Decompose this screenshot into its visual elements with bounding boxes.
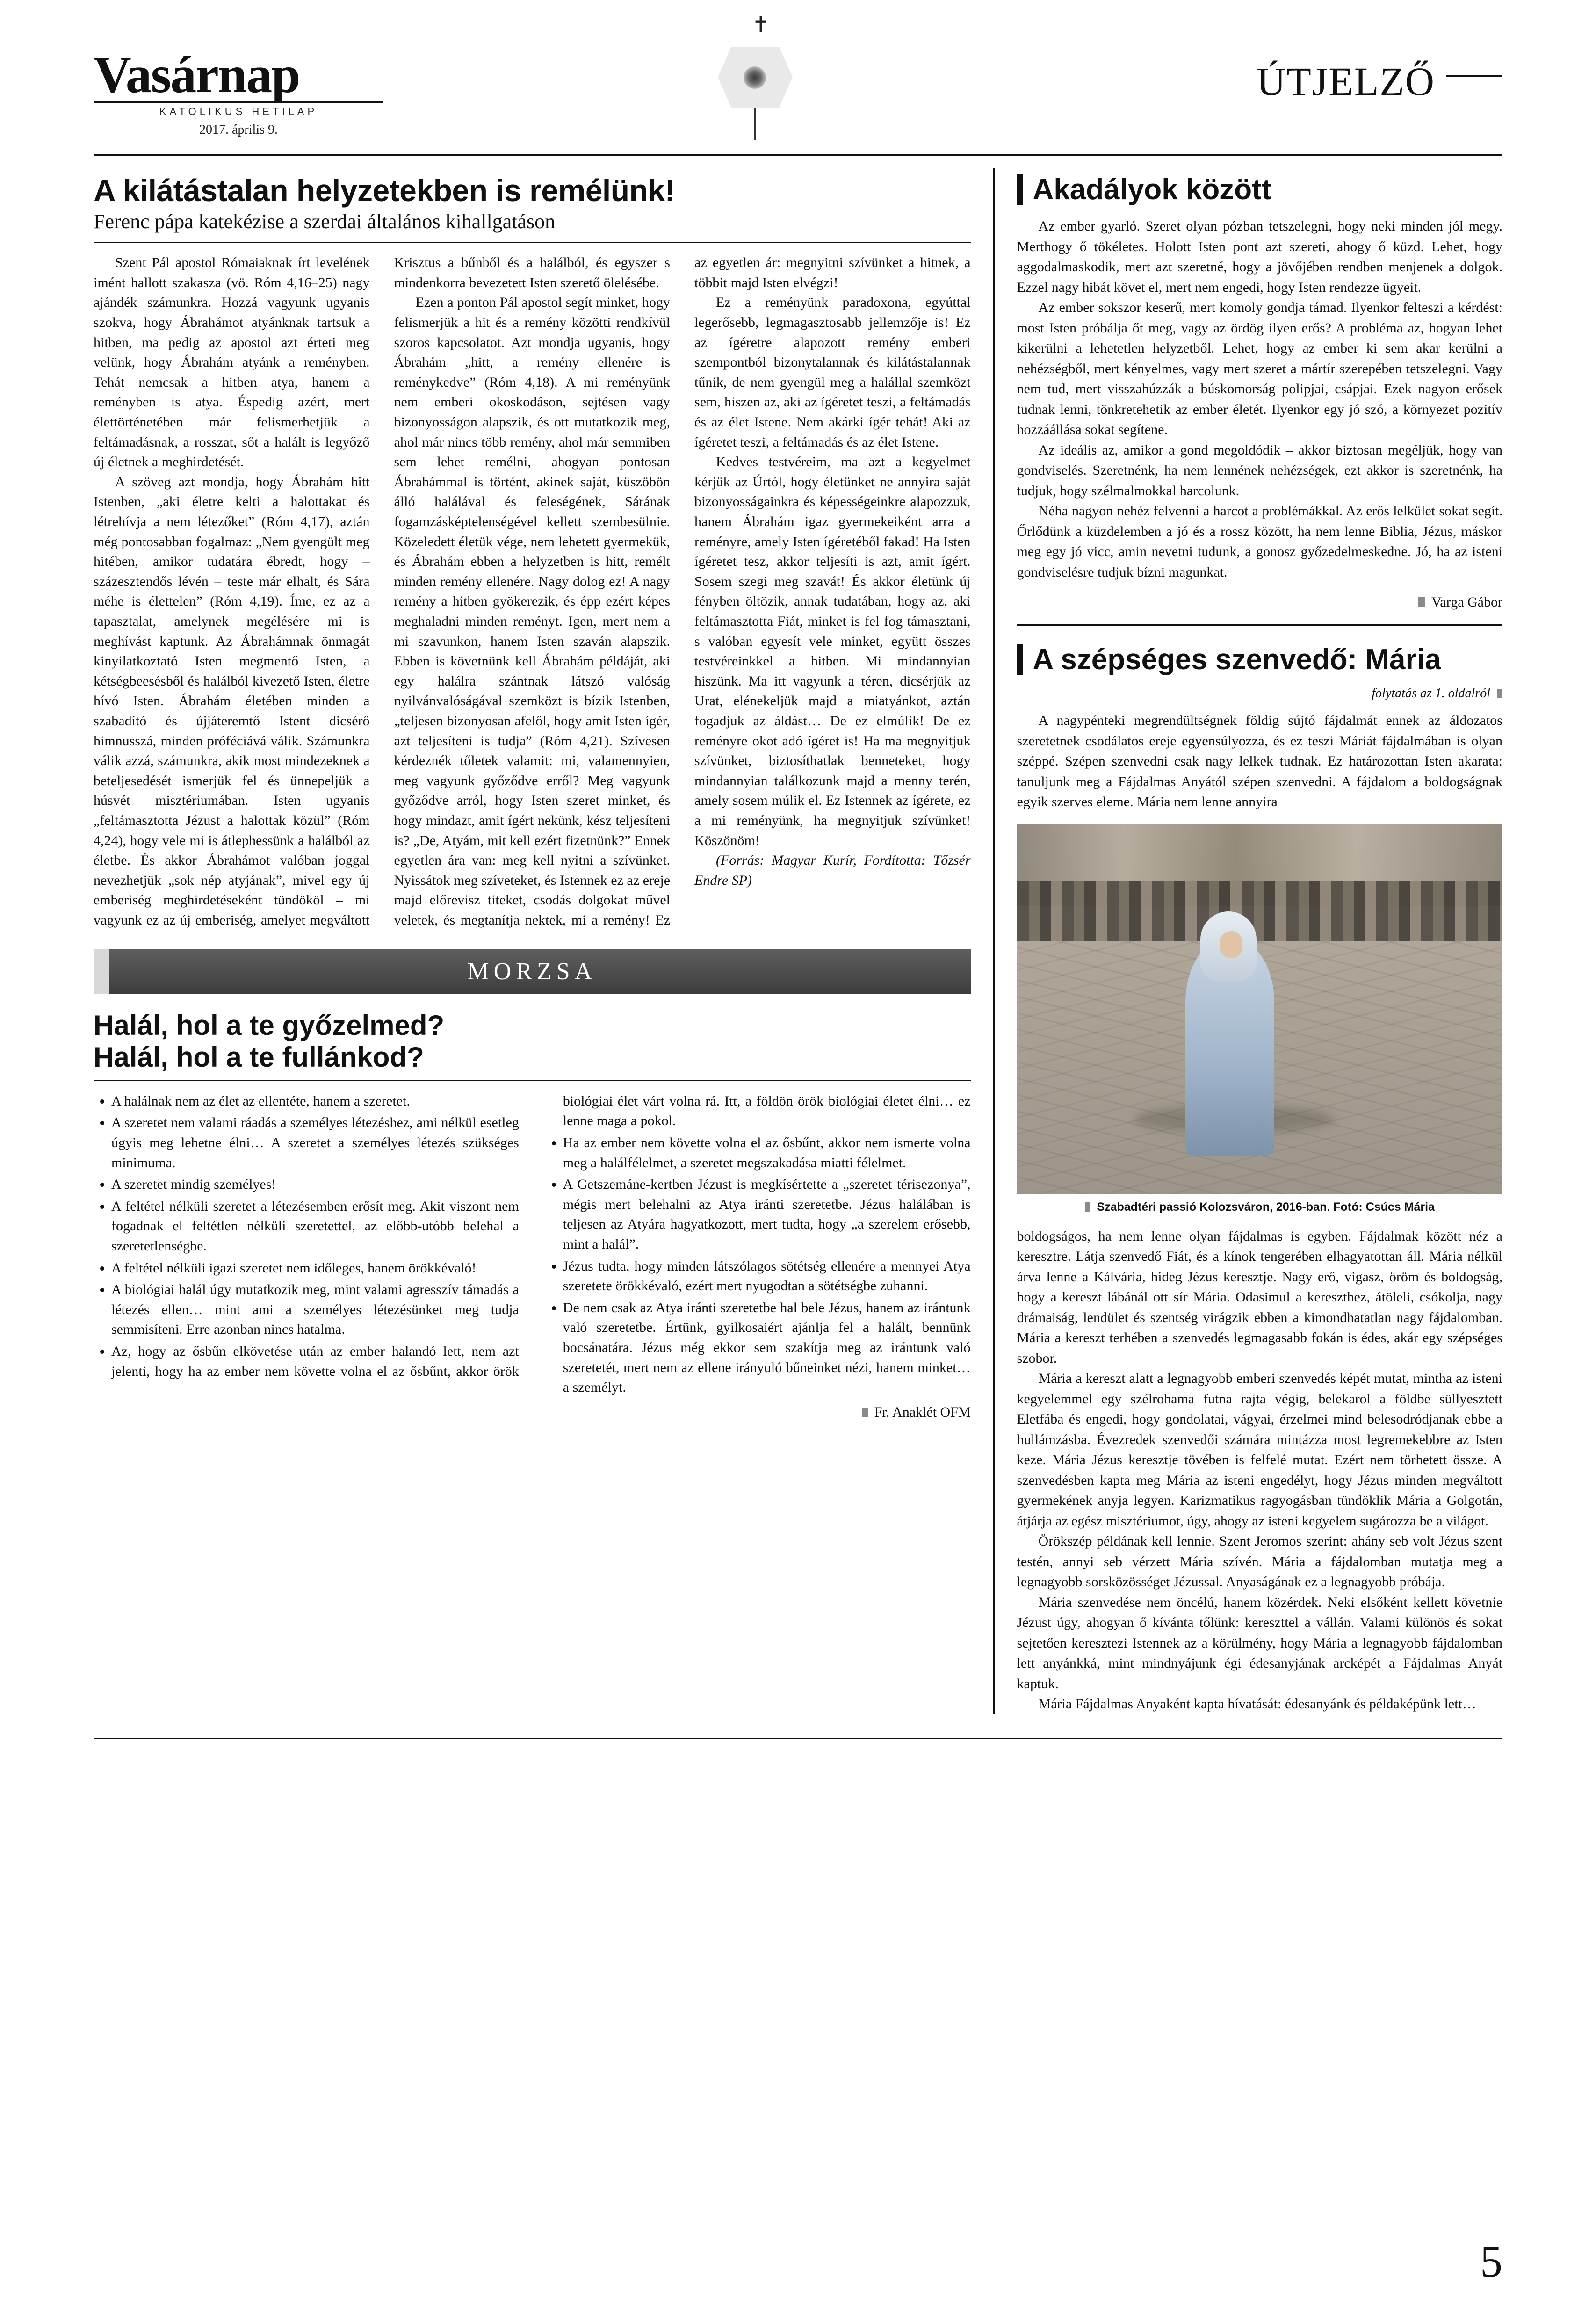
list-item: • A feltétel nélküli szeretet a létezésemben erősít meg. Akit viszont nem fogadnak el feltétlen nélküli szeretettel, az előbb-utóbb belehal a szeretetlenségbe.	[111, 1197, 519, 1257]
bullet-square-icon	[1418, 597, 1425, 607]
photo-caption	[1017, 1200, 1502, 1214]
morzsa-headline-line1: Halál, hol a te győzelmed?	[94, 1010, 445, 1041]
section-title: ÚTJELZŐ	[1257, 59, 1435, 104]
morzsa-headline-line2: Halál, hol a te fullánkod?	[94, 1041, 424, 1073]
main-article-headline: A kilátástalan helyzetekben is remélünk!	[94, 173, 675, 208]
section-rule	[1446, 75, 1502, 77]
morzsa-headline	[94, 1010, 971, 1072]
bullet-list	[94, 1091, 971, 1398]
paragraph: Az ember gyarló. Szeret olyan pózban tetszelegni, hogy neki minden jól megy. Merthogy ő tökéletes. Holott Isten pont azt szereti, ahogy ő küzd. Lehet, hogy aggodalmaskodik, mert azt szeretné, hogy a jövőjében rendben menjenek a dolgok. Ezzel nagy hibát követ el, mert nem engedi, hogy Isten rendezze ügyeit.	[1017, 218, 1502, 295]
right-article-2-body-bottom	[1017, 1226, 1502, 1714]
photo-face	[1220, 931, 1242, 958]
list-item: • Jézus tudta, hogy minden látszólagos sötétség ellenére a mennyei Atya szeretete örökkévaló, ezért mert nyugodtan a sötétségbe zuhanni.	[563, 1257, 971, 1296]
paragraph: Kedves testvéreim, ma azt a kegyelmet kérjük az Úrtól, hogy életünket ne annyira saját bizonyosságainkra és képességeinkre alapozzuk, hanem Ábrahám igaz gyermekeiként arra a reményre, amely Isten ígéretéből fakad! Ha Isten ígéretet tesz, akkor teljesíti is azt, amit ígért. Sosem szegi meg szavát! És akkor életünk új fényben öltözik, annak tudatában, hogy az, aki feltámasztotta Fiát, minket is fel fog támasztani, s valóban egyesít vele minket, együtt összes testvéreinkkel a hitben. Mi mindannyian hiszünk. Ma itt vagyunk a téren, dicsérjük az Urat, elénekeljük majd a miatyánkot, aztán fogadjuk az áldást… De ez elmúlik! De ez reményre okot adó ígéret is! Ha ma megnyitjuk szívünket, biztosíthatlak benneteket, hogy mindannyian találkozunk majd a menny terén, amely sosem múlik el. Ez Istennek az ígérete, ez a mi reményünk, ha megnyitjuk szívünket! Köszönöm!	[694, 454, 971, 848]
paragraph: Néha nagyon nehéz felvenni a harcot a problémákkal. Az erős lelkület sokat segít. Őrlődünk a küzdelemben a jó és a rossz között, ha nem lenne Biblia, Jézus, máskor meg egy jó vicc, amin nevetni tudunk, a gonosz győzedelmeskedne. Jó, ha az isteni gondviselésre tudjuk bízni magunkat.	[1017, 503, 1502, 580]
host-burst-icon	[744, 66, 766, 89]
photo-mary-figure	[1171, 895, 1288, 1156]
section-title-block	[1257, 42, 1502, 105]
morzsa-signature-text: Fr. Anaklét OFM	[874, 1404, 971, 1420]
paragraph: Mária a kereszt alatt a legnagyobb emberi szenvedés képét mutat, mintha az isteni kegyelemmel egy szélrohama futna rajta végig, belekarol a földbe süllyesztett Eletfába és engedi, hogy gondolatai, vágyai, érzelmei mind belesodródjanak ebbe a hullámzásba. Évezredek szenvedői számára mintázza most legremekebbre az Isten keze. Mária Jézus keresztje tövében is felfelé mutat. Ezért nem törhetett össze. A szenvedésben kapta meg Mária az isteni engedélyt, hogy Jézus minden megváltott gyermekének anyja legyen. Karizmatikus ragyogásban tündöklik Mária a Golgotán, átjárja az egész misztériumot, úgy, ahogy az isteni kegyelem sugározza be a világot.	[1017, 1371, 1502, 1529]
list-item: • A feltétel nélküli igazi szeretet nem időleges, hanem örökkévaló!	[111, 1258, 519, 1279]
cross-icon: ✝	[752, 13, 770, 36]
bullet-square-icon	[1497, 689, 1502, 698]
paragraph: boldogságos, ha nem lenne olyan fájdalmas is egyben. Fájdalmak között néz a keresztre. Látja szenvedő Fiát, és a kínok tengerében elhagyatottan áll. Mária nélkül árva lenne a Kálvária, hideg Jézus keresztje. Nagy erő, vigasz, öröm és boldogság, hogy a kereszt lábánál ott sír Mária. Odasimul a kereszthez, átöleli, csókolja, nagy drámaiság, lendület és szentség virágzik ebben a kimondhatatlan nagy fájdalomban. Mária a kereszt terhében a szenvedés legmagasabb fokán is édes, akár egy szépséges szobor.	[1017, 1228, 1502, 1366]
continued-from-text: folytatás az 1. oldalról	[1372, 686, 1490, 701]
paragraph: Ez a reményünk paradoxona, egyúttal legerősebb, legmagasztosabb jellemzője is! Ez az ígéretre alapozott remény emberi szempontból bizonytalannak és kilátástalannak tűnik, de nem gyengül meg a halállal szemközt sem, hiszen az, aki az ígéretet teszi, a feltámadás és az élet Istene. Nem akárki ígér tehát! Aki az ígéretet teszi, a feltámadás és az élet Istene.	[694, 295, 971, 450]
footer-divider	[94, 1738, 1502, 1739]
morzsa-banner	[94, 949, 971, 994]
list-item: • De nem csak az Atya iránti szeretetbe hal bele Jézus, hanem az irántunk való szeretetbe. Értünk, gyilkosaiért ajánlja fel a halált, bennünk bocsánatára. Jézus még ekkor sem szakítja meg az irántunk való szeretetét, mert nem az ellene irányuló bűneinket nézi, hanem minket… a személyt.	[563, 1298, 971, 1398]
list-item: • A biológiai halál úgy mutatkozik meg, mint valami agresszív támadás a létezés ellen… mint ami a személyes létezésünket meg tudja semmisíteni. Erre azonban nincs hatalma.	[111, 1280, 519, 1340]
list-item: • Ha az ember nem követte volna el az ősbűnt, akkor nem ismerte volna meg a halálfélelmet, a szeretet megszakadása miatti félelmet.	[563, 1133, 971, 1173]
bullet-square-icon	[1085, 1202, 1090, 1212]
list-item: • Az, hogy az ősbűn elkövetése után az ember halandó lett, nem azt jelenti, hogy ha az ember nem követte volna el az ősbűnt, akkor örök biológiai élet várt volna rá. Itt, a földön örök biológiai életet élni… ez lenne maga a pokol.	[111, 1091, 971, 1398]
bullet-square-icon	[862, 1408, 868, 1417]
list-item: • A Getszemáne-kertben Jézust is megkísértette a „szeretet térisezonya”, mégis mert belehalni az Atya iránti szeretetbe. Jézus halálában is teljesen az Atyára hagyatkozott, mert tudta, hogy „a szerelem erősebb, mint a halál”.	[563, 1175, 971, 1254]
right-article-divider	[1017, 624, 1502, 626]
paragraph: Szent Pál apostol Rómaiaknak írt levelének imént hallott szakasza (vö. Róm 4,16–25) nagy ajándék számunkra. Hozzá vagyunk ugyanis szokva, hogy Ábrahámot atyánknak tartsuk a hitben, ma pedig az apostol azt érteti meg velünk, hogy Ábrahám atyánk a reményben. Tehát nemcsak a hitben atya, hanem a reményben is atya. Éspedig azért, mert élettörténetében már felismerhetjük a feltámadásnak, a rosszat, sőt a halált is legyőző új életnek a meghirdetését.	[94, 255, 370, 470]
paragraph: Az ideális az, amikor a gond megoldódik – akkor biztosan megéljük, hogy van gondviselés. Szeretnénk, ha nem lennének nehézségek, ezt akkor is szeretnénk, ha tudjuk, hogy szélmalmokkal harcolunk.	[1017, 442, 1502, 499]
brand-title: Vasárnap	[94, 46, 300, 104]
source-note: (Forrás: Magyar Kurír, Fordította: Tőzsér Endre SP)	[694, 853, 971, 888]
paragraph: Mária Fájdalmas Anyaként kapta hívatását: édesanyánk és példaképünk lett…	[1038, 1696, 1476, 1712]
cross-and-host-icon	[697, 13, 814, 126]
byline-text: Varga Gábor	[1431, 594, 1502, 610]
photo-caption-text: Szabadtéri passió Kolozsváron, 2016-ban. Fotó: Csúcs Mária	[1097, 1200, 1435, 1214]
paragraph: A nagypénteki megrendültségnek földig sújtó fájdalmát ennek az áldozatos szeretetnek csodálatos ereje egyensúlyozza, és ez teszi Máriát fájdalmában is olyan széppé. Szépen szenvedni csak nagy lelkek tudnak. Ez határozottan Isten akarata: tanuljunk meg a Fájdalmas Anyától szépen szenvedni. A fájdalom a boldogságnak egyik szerves eleme. Mária nem lenne annyira	[1017, 713, 1502, 810]
emblem-stem	[754, 108, 756, 140]
right-article-2-body-top	[1017, 710, 1502, 812]
right-article-1-body	[1017, 216, 1502, 582]
right-article-1-headline: Akadályok között	[1017, 174, 1502, 205]
paragraph: Ezen a ponton Pál apostol segít minket, hogy felismerjük a hit és a remény közötti rendkívül szoros kapcsolatot. Azt mondja ugyanis, hogy Ábrahám „hitt, a remény ellenére is reménykedve” (Róm 4,18). A mi reményünk nem emberi okoskodáson, sejtésen vagy bizonyosságon alapszik, és ott mutatkozik meg, ahol már nincs több remény, ahol már semmiben sem lehet remélni, ahogyan pontosan Ábrahámmal is történt, akinek saját, küszöbön álló halálával és feleségének, Sárának fogamzásképtelenségével kellett szembesülnie. Közeledett életük vége, nem lehetett gyermekük, és Ábrahám ebben a helyzetben is hitt, remélt minden remény ellenére. Nagy dolog ez! A nagy remény a hitben gyökerezik, és épp ezért képes meghaladni minden reményt. Igen, mert nem a mi szavunkon, hanem Isten szaván alapszik. Ebben is követnünk kell Ábrahám példáját, aki egy halálra szántnak látszó valóság nyilvánvalóságával szemközt is bízik Istenben, „teljesen bizonyosan afelől, hogy amit Isten ígér, azt teljesíteni is tudja” (Róm 4,21). Szívesen kérdeznék tőletek valamit: mi, valamennyien, meg vagyunk győződve erről? Meg vagyunk győződve arról, hogy Isten szeret minket, és hogy mindazt, amit ígért nekünk, kész teljesíteni is? „De, Atyám, mit kell ezért fizetnünk?” Ennek egyetlen ára van: meg kell nyitni a szívünket. Nyissátok meg szíveteket, és Istennek ez az ereje majd előrevisz titeket, csodás dolgokat művel veletek, és megtanítja nektek, mi a remény! Ez az egyetlen ár: megnyitni szívünket a hitnek, a többit majd Isten elvégzi!	[394, 255, 971, 928]
issue-date: 2017. április 9.	[199, 122, 278, 137]
main-article-subhead: Ferenc pápa katekézise a szerdai általános kihallgatáson	[94, 210, 556, 233]
morzsa-section	[94, 949, 971, 1420]
headline-divider	[94, 242, 971, 243]
brand-subtitle: KATOLIKUS HETILAP	[159, 105, 318, 117]
main-article-body	[94, 253, 971, 930]
morzsa-bullet-list	[94, 1091, 971, 1398]
paragraph: Az ember sokszor keserű, mert komoly gondja támad. Ilyenkor felteszi a kérdést: most Isten próbálja őt meg, vagy az ördög ilyen erős? A probléma az, hogyan lehet kikerülni a lehetetlen helyzetből. Lehet, hogy az ember ki sem akar kerülni a nehézségből, mert kényelmes, vagy mert szeret a mártír szerepében tetszelegni. Vagy nem tud, mert visszahúzzák a búskomorság polipjai, csápjai. Ezek nagyon erősek tudnak lenni, tönkretehetik az ember életét. Ilyenkor egy jó szó, a környezet pozitív hozzáállása sokat segítene.	[1017, 300, 1502, 438]
masthead	[0, 0, 1596, 154]
list-item: • A szeretet mindig személyes!	[111, 1175, 519, 1195]
paragraph: A szöveg azt mondja, hogy Ábrahám hitt Istenben, „aki életre kelti a halottakat és létrehívja a nem létezőket” (Róm 4,17), aztán még pontosabban fogalmaz: „Nem gyengült meg hitében, amikor tudatára ébredt, hogy – százesztendős lévén – teste már elhalt, és Sára méhe is élettelen” (Róm 4,19). Íme, ez az a tapasztalat, amelynek megélésére mi is meghívást kaptunk. Az Ábrahámnak önmagát kinyilatkoztató Isten megmentő Isten, a kétségbeesésből és halálból kivezető Isten, életre hívó Isten. Ábrahám életében minden a szabadító és újjáteremtő Istent dicsérő himnusszá, minden próféciává válik. Számunkra válik azzá, számunkra, akik most mindezeknek a beteljesedését ismerjük fel és ünnepeljük a húsvét misztériumában. Isten ugyanis „feltámasztotta Jézust a halottak közül” (Róm 4,24), hogy vele mi is átlephessünk a halálból az életbe. És akkor Ábrahámot valóban joggal nevezhetjük „sok nép atyjának”, mivel egy új emberiség meghirdetéseként tündököl – mi vagyunk ez az új emberiség, amelyet megváltott Krisztus a bűnből és a halálból, és egyszer s mindenkorra bevezetett Isten szerető ölelésébe.	[94, 255, 671, 928]
left-column-zone	[94, 156, 993, 1714]
page-number: 5	[1480, 2236, 1502, 2286]
paragraph: Mária szenvedése nem öncélú, hanem közérdek. Neki elsőként kellett követnie Jézust úgy, ahogyan ő kívánta tőlünk: kereszttel a vállán. Valami különös és sokat sejtetően keresztezi Istennek az a körülmény, hogy Mária a legnagyobb fájdalomban lett anyánkká, mint mindnyájunk égi édesanyjának arcképét a Fájdalmas Anyát kaptuk.	[1017, 1594, 1502, 1691]
right-article-1-byline	[1017, 594, 1502, 610]
continued-from-note	[1017, 686, 1502, 701]
passion-play-photo	[1017, 824, 1502, 1194]
morzsa-divider	[94, 1080, 971, 1081]
page-body	[0, 156, 1596, 1714]
morzsa-signature	[94, 1404, 971, 1420]
list-item: • A halálnak nem az élet az ellentéte, hanem a szeretet.	[111, 1091, 519, 1112]
morzsa-banner-label: MORZSA	[467, 958, 597, 985]
brand-block	[94, 42, 383, 137]
right-article-2-headline: A szépséges szenvedő: Mária	[1017, 644, 1502, 675]
right-column-zone	[995, 156, 1502, 1714]
list-item: • A szeretet nem valami ráadás a személyes létezéshez, ami nélkül esetleg úgyis meg lehetne élni… A szeretet a személyes létezés szükséges minimuma.	[111, 1113, 519, 1173]
paragraph: Örökszép példának kell lennie. Szent Jeromos szerint: ahány seb volt Jézus szent testén, annyi seb vérzett Mária szívén. Mária a fájdalomban mutatja meg a legnagyobb sorsközösséget Jézussal. Anyaságának ez a legnagyobb próbája.	[1017, 1533, 1502, 1590]
